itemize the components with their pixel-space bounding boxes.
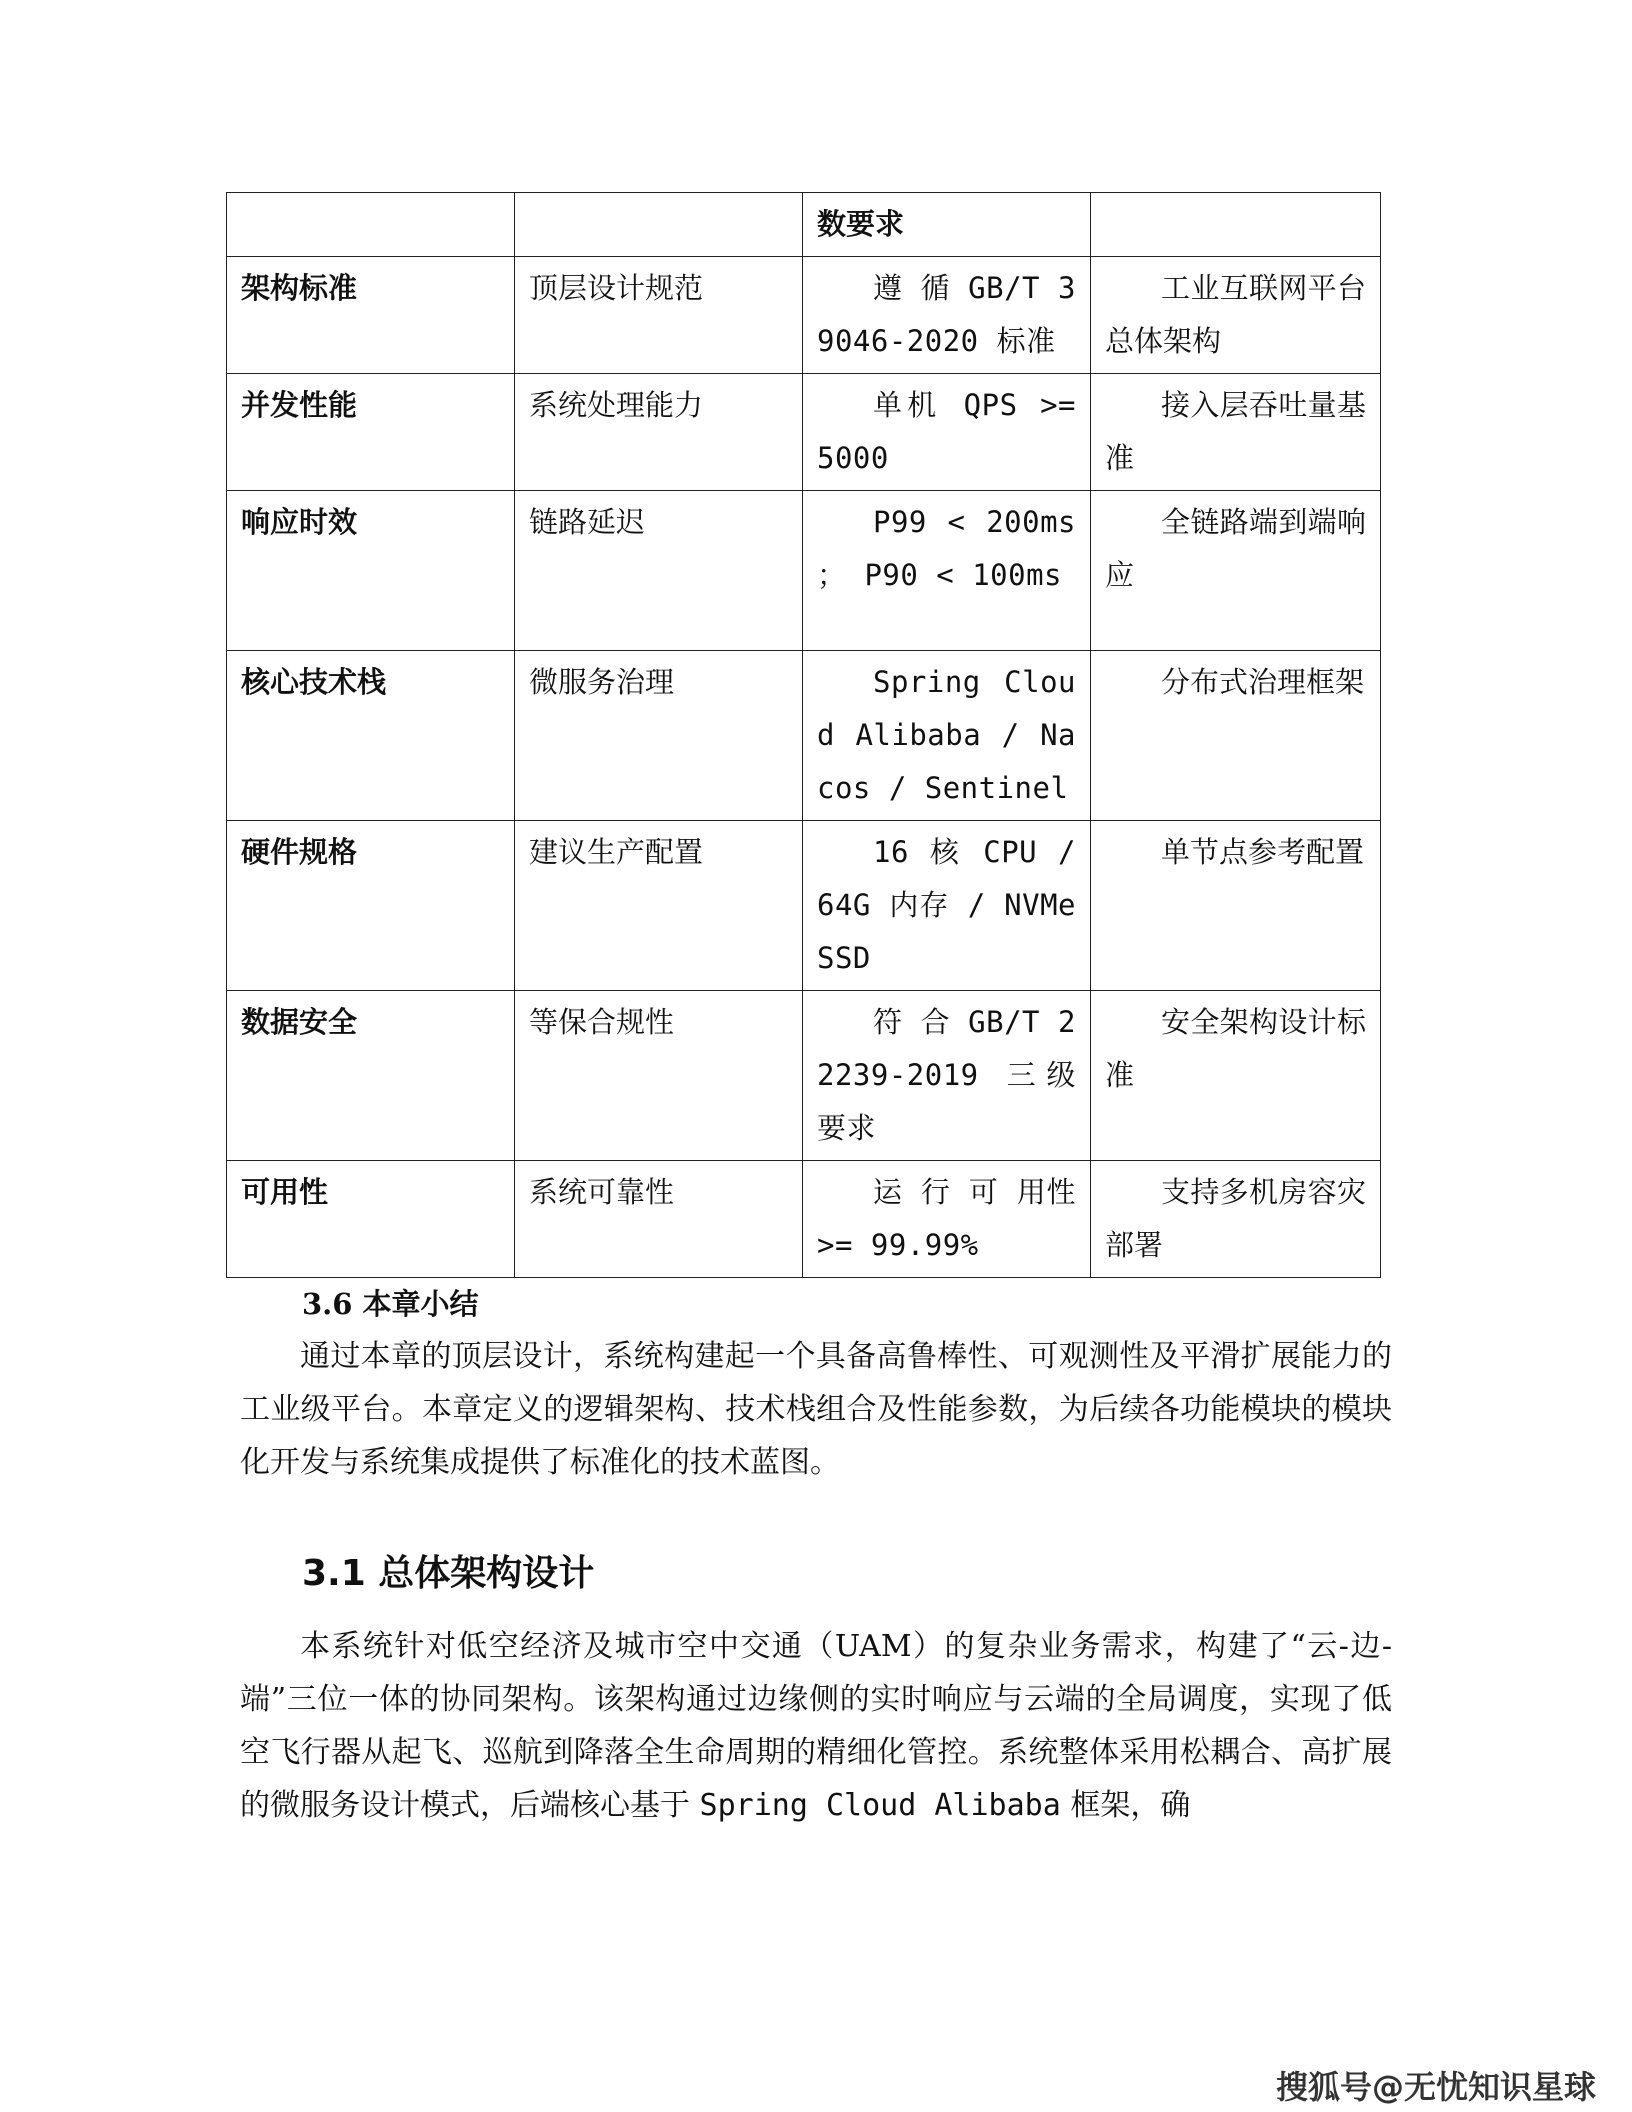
row-item: 微服务治理 <box>515 651 803 821</box>
row-category: 核心技术栈 <box>227 651 515 821</box>
table-row <box>227 651 1381 821</box>
row-note: 支持多机房容灾部署 <box>1091 1161 1381 1278</box>
row-requirement: 16 核 CPU / 64G 内存 / NVMe SSD <box>803 821 1091 991</box>
row-requirement: 符 合 GB/T 22239-2019 三级要求 <box>803 991 1091 1161</box>
row-item: 系统处理能力 <box>515 374 803 491</box>
section-3-6-paragraph: 通过本章的顶层设计，系统构建起一个具备高鲁棒性、可观测性及平滑扩展能力的工业级平台。本章定义的逻辑架构、技术栈组合及性能参数，为后续各功能模块的模块化开发与系统集成提供了标准化的技术蓝图。 <box>240 1339 1392 1480</box>
section-heading-3-1: 3.1 总体架构设计 <box>302 1553 595 1594</box>
row-requirement: 单机 QPS >= 5000 <box>803 374 1091 491</box>
header-cell-3: 数要求 <box>803 193 1091 257</box>
row-item: 建议生产配置 <box>515 821 803 991</box>
table-row <box>227 991 1381 1161</box>
row-requirement: Spring Cloud Alibaba / Nacos / Sentinel <box>803 651 1091 821</box>
row-requirement: 运 行 可 用性 >= 99.99% <box>803 1161 1091 1278</box>
section-heading-3-6: 3.6 本章小结 <box>302 1287 479 1321</box>
row-category: 响应时效 <box>227 491 515 651</box>
table-row <box>227 821 1381 991</box>
paragraph-text-part1: 本系统针对低空经济及城市空中交通（UAM）的复杂业务需求，构建了“云-边-端”三位一体的协同架构。该架构通过边缘侧的实时响应与云端的全局调度，实现了低空飞行器从起飞、巡航到降落全生命周期的精细化管控。系统整体采用松耦合、高扩展的微服务设计模式，后端核心基于 <box>240 1629 1392 1823</box>
spec-table <box>226 192 1381 1278</box>
row-requirement: P99 < 200ms ； P90 < 100ms <box>803 491 1091 651</box>
header-cell-4 <box>1091 193 1381 257</box>
table-row <box>227 257 1381 374</box>
table-header-row <box>227 193 1381 257</box>
header-cell-2 <box>515 193 803 257</box>
row-note: 单节点参考配置 <box>1091 821 1381 991</box>
table-row <box>227 374 1381 491</box>
section-3-1-paragraph <box>240 1620 1392 1832</box>
row-note: 分布式治理框架 <box>1091 651 1381 821</box>
row-note: 全链路端到端响应 <box>1091 491 1381 651</box>
table-row <box>227 1161 1381 1278</box>
row-category: 硬件规格 <box>227 821 515 991</box>
row-requirement: 遵 循 GB/T 39046-2020 标准 <box>803 257 1091 374</box>
row-note: 工业互联网平台总体架构 <box>1091 257 1381 374</box>
table-row <box>227 491 1381 651</box>
row-item: 等保合规性 <box>515 991 803 1161</box>
row-item: 系统可靠性 <box>515 1161 803 1278</box>
row-item: 链路延迟 <box>515 491 803 651</box>
paragraph-text-part2: 框架，确 <box>1060 1788 1191 1823</box>
row-category: 架构标准 <box>227 257 515 374</box>
paragraph-framework-name: Spring Cloud Alibaba <box>699 1788 1061 1823</box>
row-category: 并发性能 <box>227 374 515 491</box>
watermark: 搜狐号@无忧知识星球 <box>1275 2068 1596 2106</box>
row-note: 接入层吞吐量基准 <box>1091 374 1381 491</box>
row-category: 可用性 <box>227 1161 515 1278</box>
row-note: 安全架构设计标准 <box>1091 991 1381 1161</box>
row-item: 顶层设计规范 <box>515 257 803 374</box>
row-category: 数据安全 <box>227 991 515 1161</box>
header-cell-1 <box>227 193 515 257</box>
